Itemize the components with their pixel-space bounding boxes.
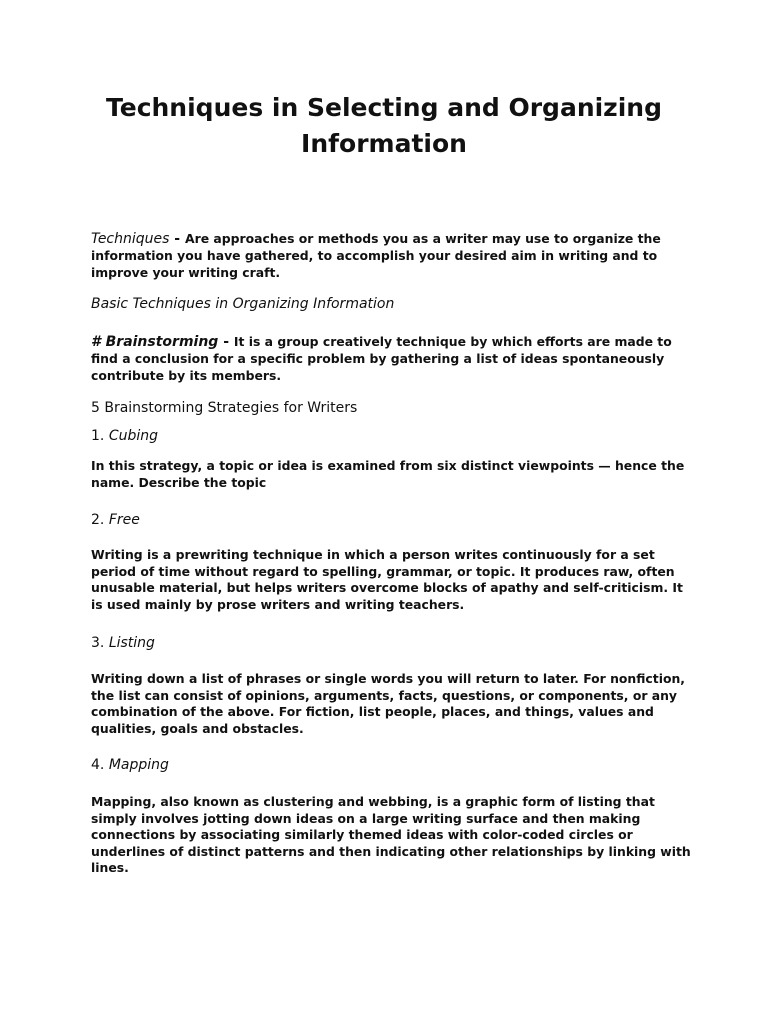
strategy-text-mapping: Mapping, also known as clustering and webbing, is a graphic form of listing that simply involves jotting down ideas on a large writing surface and then making connections by associating similarly themed ideas with color-coded circles or underlines of distinct patterns and then indicating other relationships by linking with lines. — [91, 794, 691, 875]
strategy-heading-listing — [91, 634, 691, 652]
strategy-number: 4. — [91, 757, 109, 773]
brainstorming-definition-text: It is a group creatively technique by which efforts are made to find a conclusion for a specific problem by gathering a list of ideas spontaneously contribute by its members. — [91, 334, 672, 383]
strategy-number: 1. — [91, 428, 109, 444]
strategy-number: 2. — [91, 512, 109, 528]
basic-techniques-heading: Basic Techniques in Organizing Information — [91, 296, 395, 312]
strategy-text-free: Writing is a prewriting technique in which a person writes continuously for a set period of time without regard to spelling, grammar, or topic. It produces raw, often unusable material, but helps writers overcome blocks of apathy and self-criticism. It is used mainly by prose writers and writing teachers. — [91, 547, 683, 612]
strategy-name: Mapping — [108, 757, 169, 773]
techniques-definition-text: Are approaches or methods you as a writer may use to organize the information you have gathered, to accomplish your desired aim in writing and to improve your writing craft. — [91, 231, 661, 280]
strategy-text-cubing: In this strategy, a topic or idea is examined from six distinct viewpoints — hence the name. Describe the topic — [91, 458, 685, 490]
techniques-dash: - — [169, 231, 185, 247]
brainstorming-term: # Brainstorming — [91, 334, 219, 350]
page-title: Techniques in Selecting and Organizing Information — [106, 93, 662, 158]
brainstorming-definition — [91, 333, 691, 384]
brainstorming-dash: - — [218, 334, 234, 350]
strategy-text-listing: Writing down a list of phrases or single words you will return to later. For nonfiction, the list can consist of opinions, arguments, facts, questions, or components, or any combination of the above. For fiction, list people, places, and things, values and qualities, goals and obstacles. — [91, 671, 685, 736]
strategy-name: Listing — [108, 635, 155, 651]
strategy-name: Free — [108, 512, 140, 528]
strategy-heading-free — [91, 511, 691, 529]
strategy-name: Cubing — [108, 428, 158, 444]
strategy-number: 3. — [91, 635, 109, 651]
strategies-heading: 5 Brainstorming Strategies for Writers — [91, 400, 358, 416]
strategy-heading-cubing — [91, 427, 691, 445]
strategy-heading-mapping — [91, 756, 691, 774]
techniques-term: Techniques — [91, 231, 170, 247]
techniques-definition — [91, 230, 691, 281]
